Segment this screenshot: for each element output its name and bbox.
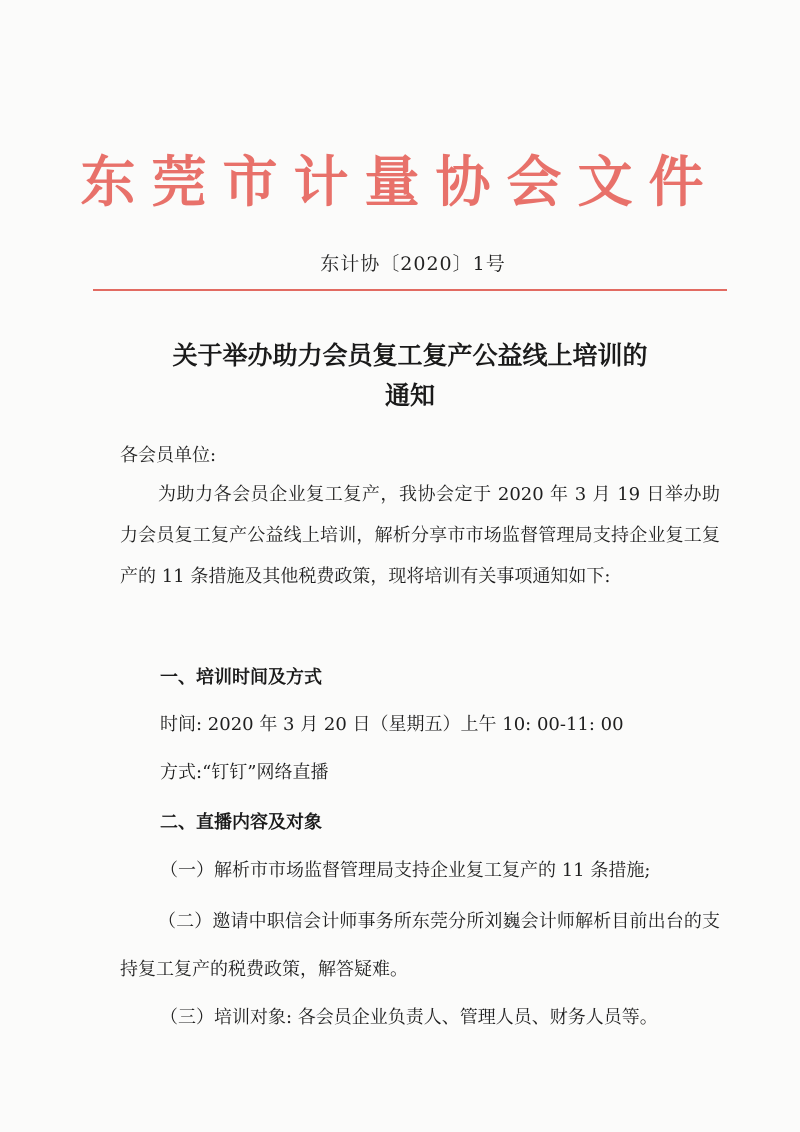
content-item-1: （一）解析市市场监督管理局支持企业复工复产的 11 条措施; (160, 860, 651, 881)
content-item-2: （二）邀请中职信会计师事务所东莞分所刘巍会计师解析目前出台的支持复工复产的税费政策，解答疑难。 (120, 911, 720, 980)
training-time: 时间: 2020 年 3 月 20 日（星期五）上午 10: 00-11: 00 (160, 714, 624, 735)
notice-title-line-1: 关于举办助力会员复工复产公益线上培训的 (172, 341, 648, 370)
section-1-heading: 一、培训时间及方式 (160, 667, 322, 688)
salutation: 各会员单位: (120, 445, 217, 466)
header-divider (93, 289, 727, 291)
notice-title-line-2: 通知 (384, 381, 435, 410)
training-method: 方式:“钉钉”网络直播 (160, 762, 329, 783)
org-header-title: 东莞市计量协会文件 (80, 150, 720, 214)
content-item-3: （三）培训对象: 各会员企业负责人、管理人员、财务人员等。 (160, 1007, 658, 1028)
intro-paragraph: 为助力各会员企业复工复产，我协会定于 2020 年 3 月 19 日举办助力会员复工复产公益线上培训，解析分享市市场监督管理局支持企业复工复产的 11 条措施及其他税费政策，现将培训有关事项通知如下: (120, 484, 720, 587)
section-2-heading: 二、直播内容及对象 (160, 812, 322, 833)
document-number: 东计协〔2020〕1号 (320, 253, 506, 275)
notice-title (100, 336, 720, 416)
